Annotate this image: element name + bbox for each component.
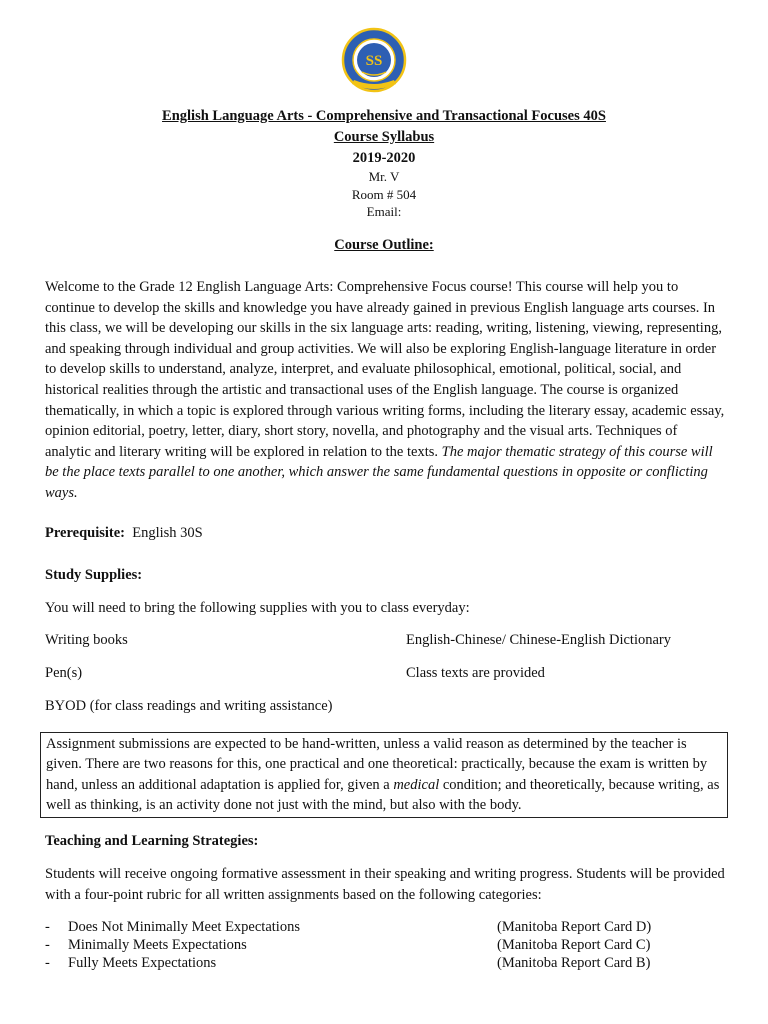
course-outline-heading: Course Outline: (334, 237, 434, 253)
handwritten-submission-notice (40, 732, 728, 818)
list-item (45, 936, 725, 954)
list-item (45, 918, 725, 936)
outline-body-italic: The major thematic strategy of this course will be the place texts parallel to one another, which answer the same fundamental questions in opposite or conflicting ways. (45, 443, 713, 501)
supply-item: English-Chinese/ Chinese-English Dictionary (406, 632, 671, 648)
strategies-paragraph: Students will receive ongoing formative assessment in their speaking and writing progress. Students will be provided with a four-point rubric for all written assignments based on the following categories: (45, 866, 725, 903)
report-card-grade: (Manitoba Report Card D) (497, 919, 652, 935)
prerequisite-label: Prerequisite: (45, 525, 125, 541)
bullet-dash: - (45, 937, 50, 953)
room-number: Room # 504 (351, 187, 417, 202)
list-item (45, 954, 725, 972)
teacher-name: Mr. V (368, 169, 400, 184)
study-supplies-intro: You will need to bring the following supplies with you to class everyday: (45, 600, 470, 616)
study-supplies-heading: Study Supplies: (45, 567, 143, 583)
document-title: English Language Arts - Comprehensive and Transactional Focuses 40S (162, 108, 606, 124)
bullet-dash: - (45, 919, 50, 935)
supply-item: Class texts are provided (406, 665, 545, 681)
outline-body: Welcome to the Grade 12 English Language Arts: Comprehensive Focus course! This course will help you to continue to develop the skills and knowledge you have already gained in previous English language arts courses. In this class, we will be developing our skills in the six language arts: reading, writing, listening, viewing, representing, and speaking through individual and group activities. We will also be exploring English-language literature in order to develop skills to understand, analyze, interpret, and evaluate philosophical, emotional, political, social, and historical realities through the artistic and transactional uses of the English language. The course is organized thematically, in which a topic is explored through various writing forms, including the literary essay, academic essay, opinion editorial, poetry, letter, diary, short story, novella, and photography and the visual arts. Techniques of analytic and literary writing will be explored in relation to the texts. (45, 279, 725, 460)
rubric-level: Minimally Meets Expectations (68, 937, 247, 953)
strategies-heading: Teaching and Learning Strategies: (45, 833, 259, 849)
report-card-grade: (Manitoba Report Card C) (497, 937, 651, 953)
course-outline-paragraph (45, 277, 725, 504)
document-subtitle: Course Syllabus (333, 129, 435, 145)
school-year: 2019-2020 (352, 150, 416, 166)
prerequisite-value: English 30S (132, 525, 203, 541)
notice-italic: medical (393, 776, 440, 793)
supply-item: Pen(s) (45, 665, 83, 681)
svg-text:SS: SS (365, 53, 383, 69)
prerequisite-line (45, 523, 725, 544)
supply-item: Writing books (45, 632, 128, 648)
rubric-level: Fully Meets Expectations (68, 955, 217, 971)
school-crest-icon (338, 26, 410, 98)
email-label: Email: (366, 204, 402, 219)
supply-item: BYOD (for class readings and writing assistance) (45, 698, 333, 714)
report-card-grade: (Manitoba Report Card B) (497, 955, 651, 971)
rubric-level: Does Not Minimally Meet Expectations (68, 919, 300, 935)
bullet-dash: - (45, 955, 50, 971)
rubric-list (45, 918, 725, 972)
notice-text: Assignment submissions are expected to be hand-written, unless a valid reason as determined by the teacher is given. There are two reasons for this, one practical and one theoretical: practically, because the exam is written by hand, unless an additional adaptation is applied for, given a (46, 736, 708, 793)
notice-text-end: condition; and theoretically, because writing, as well as thinking, is an activity done not just with the mind, but also with the body. (46, 776, 720, 814)
